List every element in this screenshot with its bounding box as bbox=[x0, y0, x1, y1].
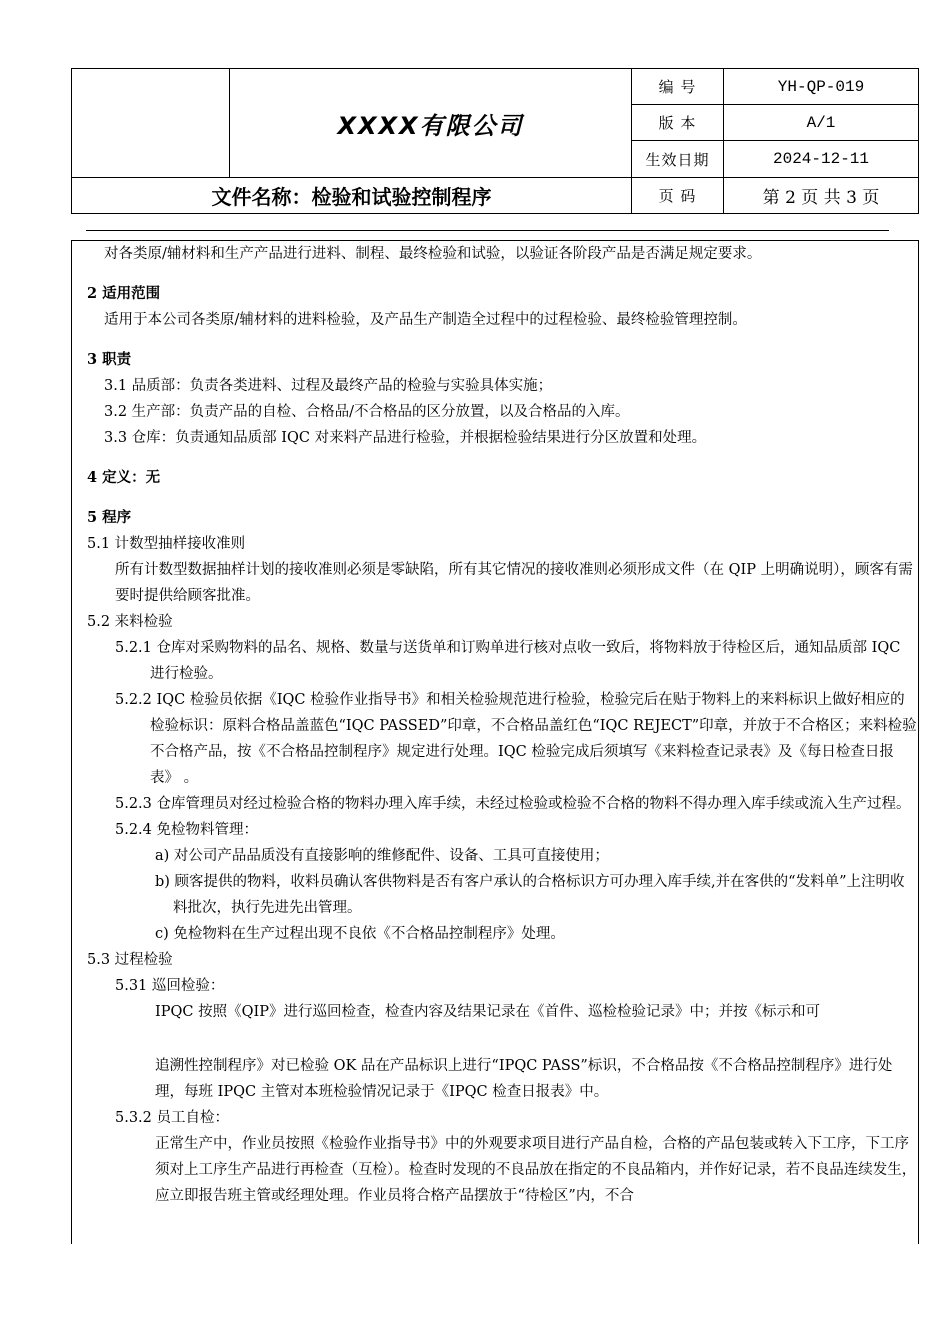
section-3-heading: 3 职责 bbox=[87, 351, 132, 368]
company-cell bbox=[230, 69, 632, 178]
section-5-3-1-heading: 5.31 巡回检验： bbox=[115, 978, 225, 994]
section-2-heading: 2 适用范围 bbox=[87, 285, 161, 302]
section-5-3-1-text-part1: IPQC 按照《QIP》进行巡回检查，检查内容及结果记录在《首件、巡检检验记录》中；并按《标示和可 bbox=[155, 1004, 820, 1020]
section-5-2-1: 5.2.1 仓库对采购物料的品名、规格、数量与送货单和订购单进行核对点收一致后，将物料放于待检区后，通知品质部 IQC 进行检验。 bbox=[115, 640, 901, 682]
section-3-item: 3.1 品质部：负责各类进料、过程及最终产品的检验与实验具体实施； bbox=[104, 378, 553, 394]
section-5-1-text: 所有计数型数据抽样计划的接收准则必须是零缺陷，所有其它情况的接收准则必须形成文件（在 QIP 上明确说明），顾客有需要时提供给顾客批准。 bbox=[115, 562, 913, 604]
section-3-item: 3.3 仓库：负责通知品质部 IQC 对来料产品进行检验，并根据检验结果进行分区放置和处理。 bbox=[104, 430, 707, 446]
document-title: 文件名称：检验和试验控制程序 bbox=[211, 185, 492, 209]
section-5-3-2-text: 正常生产中，作业员按照《检验作业指导书》中的外观要求项目进行产品自检，合格的产品包装或转入下工序，下工序须对上工序生产品进行再检查（互检）。检查时发现的不良品放在指定的不良品箱内，并作好记录，若不良品连续发生，应立即报告班主管或经理处理。作业员将合格产品摆放于“待检区”内，不合 bbox=[155, 1136, 917, 1204]
doc-number-value: YH-QP-019 bbox=[724, 69, 919, 105]
exempt-item: a) 对公司产品品质没有直接影响的维修配件、设备、工具可直接使用； bbox=[155, 848, 609, 864]
section-5-3-heading: 5.3 过程检验 bbox=[87, 952, 173, 968]
section-4-heading: 4 定义： bbox=[87, 469, 146, 486]
section-5-heading: 5 程序 bbox=[87, 509, 132, 526]
doc-number-label: 编 号 bbox=[632, 69, 724, 105]
company-name: XXXX有限公司 bbox=[337, 111, 524, 140]
section-5-3-1-text-part2: 追溯性控制程序》对已检验 OK 品在产品标识上进行“IPQC PASS”标识，不合格品按《不合格品控制程序》进行处理，每班 IPQC 主管对本班检验情况记录于《IPQC 检查日报表》中。 bbox=[155, 1058, 893, 1100]
document-header-table bbox=[71, 68, 919, 214]
page-value: 第 2 页 共 3 页 bbox=[724, 178, 919, 214]
section-4-line bbox=[87, 465, 917, 491]
exempt-item: b) 顾客提供的物料，收料员确认客供物料是否有客户承认的合格标识方可办理入库手续,并在客供的“发料单”上注明收料批次，执行先进先出管理。 bbox=[155, 874, 905, 916]
section-3-item: 3.2 生产部：负责产品的自检、合格品/不合格品的区分放置，以及合格品的入库。 bbox=[104, 404, 630, 420]
effective-date-label: 生效日期 bbox=[632, 141, 724, 178]
purpose-text: 对各类原/辅材料和生产产品进行进料、制程、最终检验和试验，以验证各阶段产品是否满足规定要求。 bbox=[104, 246, 762, 262]
section-5-1-heading: 5.1 计数型抽样接收准则 bbox=[87, 536, 246, 552]
section-5-2-heading: 5.2 来料检验 bbox=[87, 614, 173, 630]
header-divider bbox=[86, 230, 889, 231]
version-value: A/1 bbox=[724, 105, 919, 141]
section-5-2-3: 5.2.3 仓库管理员对经过检验合格的物料办理入库手续，未经过检验或检验不合格的物料不得办理入库手续或流入生产过程。 bbox=[115, 796, 911, 812]
blank-gap bbox=[87, 1025, 917, 1053]
document-body bbox=[87, 241, 917, 1209]
version-label: 版 本 bbox=[632, 105, 724, 141]
section-2-text: 适用于本公司各类原/辅材料的进料检验，及产品生产制造全过程中的过程检验、最终检验管理控制。 bbox=[104, 312, 747, 328]
doc-title-cell bbox=[72, 178, 632, 214]
section-4-value: 无 bbox=[145, 469, 161, 486]
logo-cell bbox=[72, 69, 230, 178]
content-frame bbox=[71, 240, 919, 1244]
exempt-item: c) 免检物料在生产过程出现不良依《不合格品控制程序》处理。 bbox=[155, 926, 565, 942]
page-label: 页 码 bbox=[632, 178, 724, 214]
section-5-2-2: 5.2.2 IQC 检验员依据《IQC 检验作业指导书》和相关检验规范进行检验，检验完后在贴于物料上的来料标识上做好相应的检验标识：原料合格品盖蓝色“IQC PASSED”印章，不合格品盖红色“IQC REJECT”印章，并放于不合格区；来料检验不合格产品，按《不合格品控制程序》规定进行处理。IQC 检验完成后须填写《来料检查记录表》及《每日检查日报表》 。 bbox=[115, 692, 917, 786]
effective-date-value: 2024-12-11 bbox=[724, 141, 919, 178]
section-5-2-4-heading: 5.2.4 免检物料管理： bbox=[115, 822, 259, 838]
section-5-3-2-heading: 5.3.2 员工自检： bbox=[115, 1110, 230, 1126]
